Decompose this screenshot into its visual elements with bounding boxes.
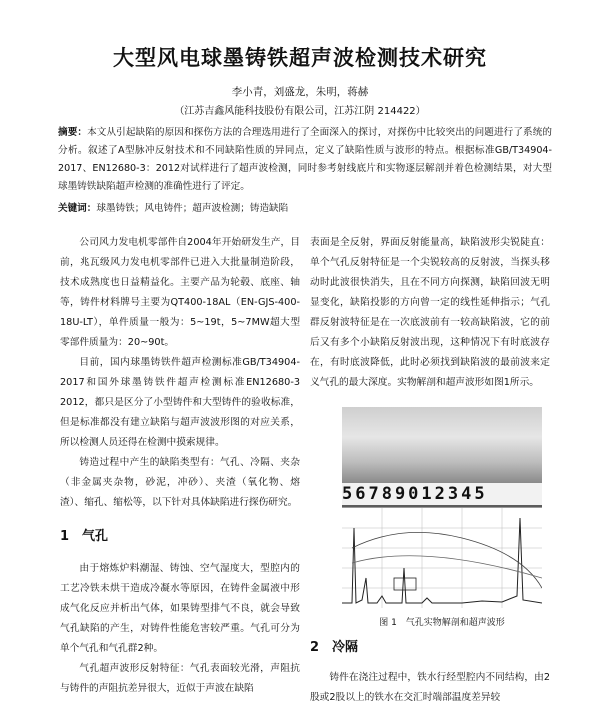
- ultrasonic-waveform: [342, 507, 542, 608]
- abstract-label: 摘要：: [58, 127, 88, 138]
- section-2-paragraph: 铸件在浇注过程中，铁水行经型腔内不同结构，由2股或2股以上的铁水在交汇时端部温度差异较: [310, 672, 550, 703]
- section-1-paragraph: 气孔超声波形反射特征：气孔表面较光滑，声阻抗与铸件的声阻抗差异很大，近似于声波在缺陷: [60, 663, 300, 694]
- section-2: [310, 638, 550, 708]
- ruler-scale: 56789012345: [342, 483, 542, 505]
- section-2-heading: 2 冷隔: [310, 640, 359, 655]
- authors: 李小青，刘盛龙，朱明，蒋赫: [231, 86, 369, 98]
- keywords-label: 关键词：: [58, 203, 97, 214]
- paper-title: 大型风电球墨铸铁超声波检测技术研究: [113, 46, 487, 70]
- abstract-text: 本文从引起缺陷的原因和探伤方法的合理选用进行了全面深入的探讨，对探伤中比较突出的问题进行了系统的分析。叙述了A型脉冲反射技术和不同缺陷性质的异同点，定义了缺陷性质与波形的特点。根据标准GB/T34904-2017、EN12680-3：2012对试样进行了超声波检测，同时参考射线底片和实物逐层解剖并着色检测结果，对大型球墨铸铁缺陷超声检测的准确性进行了评定。: [58, 127, 553, 192]
- section-1-heading: 1 气孔: [60, 529, 109, 544]
- section-1-paragraph: 由于熔炼炉料潮湿、铸蚀、空气湿度大，型腔内的工艺冷铁未烘干造成冷凝水等原因，在铸件金属液中形成气化反应并析出气体，如果铸型排气不良，就会导致气孔缺陷的产生，对铸件性能危害较严重。气孔可分为单个气孔和气孔群2种。: [60, 563, 300, 654]
- keywords: [58, 200, 552, 214]
- right-column: [310, 233, 550, 393]
- figure-caption: 图 1 气孔实物解剖和超声波形: [379, 618, 505, 628]
- left-column: [60, 233, 300, 699]
- intro-paragraph: 公司风力发电机零部件自2004年开始研发生产，目前，兆瓦级风力发电机零部件已进入大批量制造阶段，技术成熟度也日益精益化。主要产品为轮毂、底座、轴等，铸件材料牌号主要为QT400-18AL（EN-GJS-400-18U-LT），单件质量一般为：5~19t，5~7MW超大型零部件质量为：20~90t。: [60, 237, 300, 348]
- intro-paragraph: 铸造过程中产生的缺陷类型有：气孔、冷隔、夹杂（非金属夹杂物，砂泥，冲砂）、夹渣（氧化物、熔渣）、缩孔、缩松等，以下针对具体缺陷进行探伤研究。: [60, 457, 300, 508]
- figure-1: [342, 407, 542, 607]
- keywords-text: 球墨铸铁；风电铸件；超声波检测；铸造缺陷: [96, 203, 289, 214]
- abstract: [58, 124, 552, 196]
- affiliation: （江苏吉鑫风能科技股份有限公司，江苏江阴 214422）: [174, 106, 426, 117]
- intro-paragraph: 目前，国内球墨铸铁件超声检测标准GB/T34904-2017和国外球墨铸铁件超声检测标准EN12680-3 2012，都只是区分了小型铸件和大型铸件的验收标准，但是标准都没有建立缺陷与超声波波形图的对应关系，所以检测人员还得在检测中摸索规律。: [60, 357, 300, 448]
- continued-paragraph: 表面是全反射，界面反射能量高，缺陷波形尖锐陡直：单个气孔反射特征是一个尖锐较高的反射波，当探头移动时此波很快消失，且在不同方向探测，缺陷回波无明显变化，缺陷投影的方向曾一定的线性延伸指示；气孔群反射波特征是在一次底波前有一较高缺陷波，它的前后又有多个小缺陷反射波出现，这种情况下有时底波存在，有时底波降低，此时必须找到缺陷波的最前波来定义气孔的最大深度。实物解剖和超声波形如图1所示。: [310, 237, 550, 388]
- waveform-plot: [342, 508, 542, 608]
